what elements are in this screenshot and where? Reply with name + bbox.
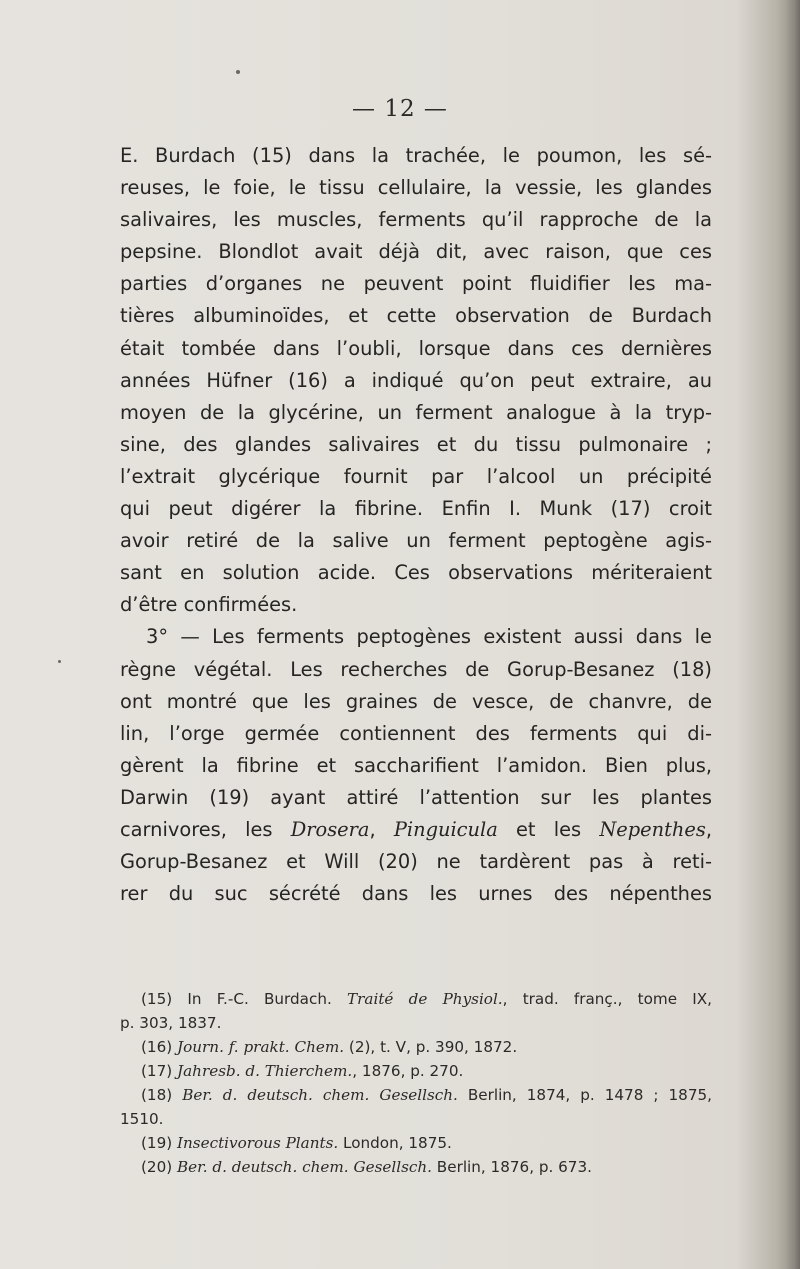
footnote-text: (2), t. V, p. 390, 1872. (344, 1038, 518, 1056)
text-line: pepsine. Blondlot avait déjà dit, avec raison, que ces (120, 240, 712, 264)
footnote-citation: Journ. f. prakt. Chem. (177, 1038, 345, 1056)
text-line: sine, des glandes salivaires et du tissu pulmonaire ; (120, 432, 712, 456)
text-line: tières albuminoïdes, et cette observation de Burdach (120, 304, 712, 328)
text-line: salivaires, les muscles, ferments qu’il rapproche de la (120, 208, 712, 232)
footnote-text: (19) (141, 1134, 178, 1152)
text-fragment: carnivores, les (120, 817, 291, 841)
footnote-citation: Ber. d. deutsch. chem. Gesellsch. (182, 1086, 458, 1104)
text-line: d’être confirmées. (120, 593, 298, 617)
footnote-18 (120, 1083, 712, 1107)
footnote-17 (120, 1059, 712, 1083)
text-line: ont montré que les graines de vesce, de chanvre, de (120, 689, 712, 713)
footnote-text: Berlin, 1874, p. 1478 ; 1875, (457, 1086, 712, 1104)
text-line: règne végétal. Les recherches de Gorup-Besanez (18) (120, 657, 712, 681)
footnote-citation: Ber. d. deutsch. chem. Gesellsch. (177, 1158, 432, 1176)
text-line: 3° — Les ferments peptogènes existent aussi dans le (146, 625, 712, 649)
main-text (120, 140, 712, 910)
text-line: Darwin (19) ayant attiré l’attention sur les plantes (120, 785, 712, 809)
text-line-carnivores (120, 814, 712, 846)
footnote-15 (120, 987, 712, 1011)
text-fragment: , (369, 817, 394, 841)
footnote-citation: Traité de Physiol. (347, 990, 503, 1008)
paper-speck (58, 660, 61, 663)
footnote-18-continued: 1510. (120, 1110, 164, 1128)
text-line: Gorup-Besanez et Will (20) ne tardèrent pas à reti- (120, 850, 712, 874)
text-line: avoir retiré de la salive un ferment peptogène agis- (120, 529, 712, 553)
text-line: sant en solution acide. Ces observations mériteraient (120, 561, 712, 585)
page-edge-shadow (786, 0, 800, 1269)
text-line: années Hüfner (16) a indiqué qu’on peut extraire, au (120, 368, 712, 392)
text-line: reuses, le foie, le tissu cellulaire, la vessie, les glandes (120, 176, 712, 200)
footnote-text: , 1876, p. 270. (352, 1062, 464, 1080)
footnote-citation: Insectivorous Plants. (177, 1134, 339, 1152)
taxon-drosera: Drosera (290, 817, 370, 841)
footnote-text: (20) (141, 1158, 178, 1176)
text-line: lin, l’orge germée contiennent des ferments qui di- (120, 721, 712, 745)
footnote-text: (16) (141, 1038, 178, 1056)
text-line: était tombée dans l’oubli, lorsque dans ces dernières (120, 336, 712, 360)
text-line: qui peut digérer la fibrine. Enfin I. Munk (17) croit (120, 497, 712, 521)
taxon-nepenthes: Nepenthes (599, 817, 706, 841)
text-line: E. Burdach (15) dans la trachée, le poumon, les sé- (120, 144, 712, 167)
page-number: — 12 — (352, 96, 448, 122)
taxon-pinguicula: Pinguicula (393, 817, 498, 841)
paper-speck (236, 70, 240, 74)
text-fragment: , (705, 817, 713, 841)
text-line: l’extrait glycérique fournit par l’alcool un précipité (120, 464, 712, 488)
footnote-16 (120, 1035, 712, 1059)
footnote-text: (17) (141, 1062, 178, 1080)
text-line: moyen de la glycérine, un ferment analogue à la tryp- (120, 400, 712, 424)
footnote-citation: Jahresb. d. Thierchem. (177, 1062, 353, 1080)
footnote-20 (120, 1155, 712, 1179)
footnotes (120, 987, 712, 1179)
footnote-text: London, 1875. (338, 1134, 452, 1152)
text-line: parties d’organes ne peuvent point fluidifier les ma- (120, 272, 712, 296)
text-line: gèrent la fibrine et saccharifient l’amidon. Bien plus, (120, 753, 712, 777)
text-fragment: et les (497, 817, 600, 841)
footnote-text: Berlin, 1876, p. 673. (431, 1158, 592, 1176)
footnote-text: (18) (141, 1086, 183, 1104)
footnote-15-continued: p. 303, 1837. (120, 1014, 222, 1032)
footnote-text: (15) In F.-C. Burdach. (141, 990, 348, 1008)
footnote-text: , trad. franç., tome IX, (502, 990, 712, 1008)
footnote-19 (120, 1131, 712, 1155)
text-line: rer du suc sécrété dans les urnes des népenthes (120, 882, 712, 906)
